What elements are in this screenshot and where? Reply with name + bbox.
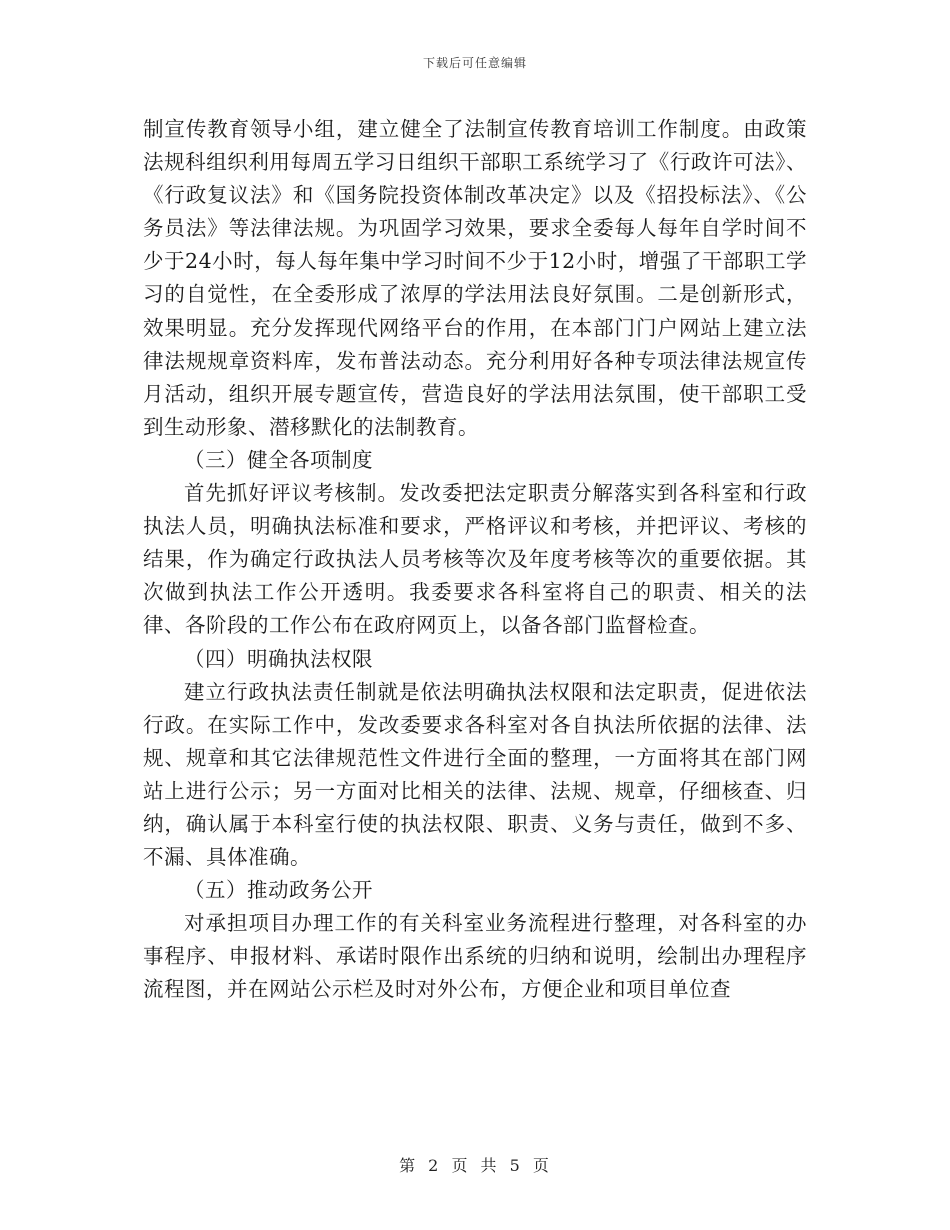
document-body [143, 113, 807, 1007]
paragraph-legal-education: 制宣传教育领导小组，建立健全了法制宣传教育培训工作制度。由政策法规科组织利用每周五学习日组织干部职工系统学习了《行政许可法》、《行政复议法》和《国务院投资体制改革决定》以及《招投标法》、《公务员法》等法律法规。为巩固学习效果，要求全委每人每年自学时间不少于24小时，每人每年集中学习时间不少于12小时，增强了干部职工学习的自觉性，在全委形成了浓厚的学法用法良好氛围。二是创新形式，效果明显。充分发挥现代网络平台的作用，在本部门门户网站上建立法律法规规章资料库，发布普法动态。充分利用好各种专项法律法规宣传月活动，组织开展专题宣传，营造良好的学法用法氛围，使干部职工受到生动形象、潜移默化的法制教育。 [143, 117, 807, 439]
paragraph-enforcement-authority: 建立行政执法责任制就是依法明确执法权限和法定职责，促进依法行政。在实际工作中，发改委要求各科室对各自执法所依据的法律、法规、规章和其它法律规范性文件进行全面的整理，一方面将其在部门网站上进行公示；另一方面对比相关的法律、法规、规章，仔细核查、归纳，确认属于本科室行使的执法权限、职责、义务与责任，做到不多、不漏、具体准确。 [143, 679, 807, 870]
paragraph-government-transparency: 对承担项目办理工作的有关科室业务流程进行整理，对各科室的办事程序、申报材料、承诺时限作出系统的归纳和说明，绘制出办理程序流程图，并在网站公示栏及时对外公布，方便企业和项目单位查 [143, 911, 807, 1002]
page-number: 第 2 页 共 5 页 [399, 1156, 551, 1175]
page-header: 下载后可任意编辑 [422, 56, 527, 70]
section-heading-3: （三）健全各项制度 [184, 447, 373, 472]
section-heading-4: （四）明确执法权限 [184, 646, 373, 671]
paragraph-evaluation-system: 首先抓好评议考核制。发改委把法定职责分解落实到各科室和行政执法人员，明确执法标准和要求，严格评议和考核，并把评议、考核的结果，作为确定行政执法人员考核等次及年度考核等次的重要依据。其次做到执法工作公开透明。我委要求各科室将自己的职责、相关的法律、各阶段的工作公布在政府网页上，以备各部门监督检查。 [143, 481, 807, 638]
section-heading-5: （五）推动政务公开 [184, 878, 373, 903]
